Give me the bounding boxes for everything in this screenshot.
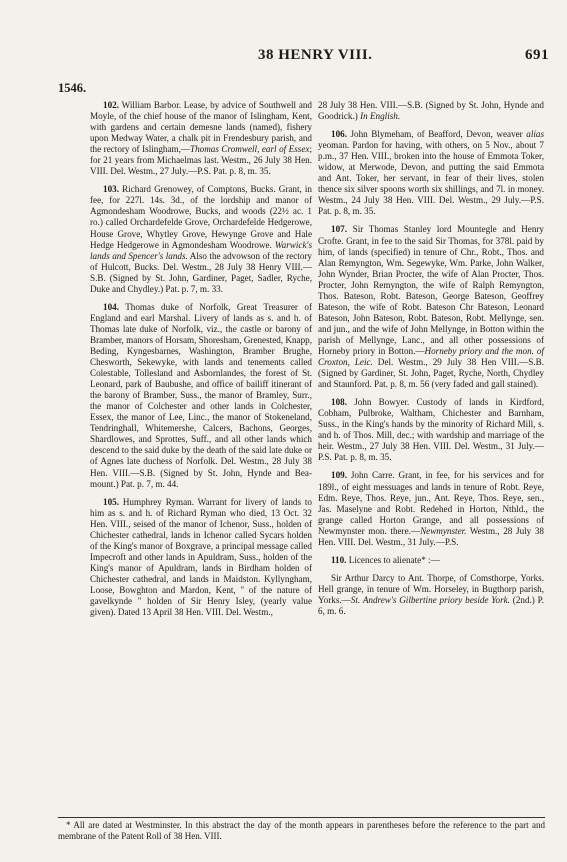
right-column <box>318 100 544 624</box>
entry-text: Licences to alienate* :— <box>346 554 440 565</box>
entry-text: Humphrey Ryman. Warrant for livery of lands to him as s. and h. of Richard Ryman who died, 13 Oct. 32 Hen. VIII., seised of the manor of Ichenor, Suss., holden of Chichester cathedral, lands in Ichenor called Sycars holden of the King's manor of Boxgrave, a principal message called Impecroft and other lands in Apuldram, Suss., holden of the King's manor of Apuldram, lands in Birdham holden of Chichester cathedral, and lands in Maidston. Kyllyngham, Loose, Bowghton and Mardon, Kent, " of the nature of gavelkynde " holden of Sir Henry Isley, (yearly value given). Dated 13 April 38 Hen. VIII. Del. Westm., <box>90 496 312 618</box>
calendar-entry <box>318 100 544 122</box>
entry-italic: Horneby priory and the mon. of Croxton, Leic. <box>318 345 544 368</box>
entry-text: John Carre. Grant, in fee, for his services and for 189l., of eight messuages and lands in tenure of Robt. Reye, Edm. Reye, Thos. Reye, jun., Ant. Reye, Thos. Reye, sen., Jas. Maselyne and Robt. Redehed in Horton, Nthld., the grange called Horton Grange, and all possessions of Newmynster mon. there.— <box>318 470 544 536</box>
calendar-entry <box>318 470 544 547</box>
left-column <box>90 100 312 625</box>
entry-text: Richard Grenowey, of Comptons, Bucks. Grant, in fee, for 227l. 14s. 3d., of the lordship and manor of Agmondesham Woodrowe, Bucks, and woods (22½ ac. 1 ro.) called Orchardefelde Grove, Orchardefelde Hedgerowe, House Grove, Whytley Grove, Hewynge Grove and Hale Hedge Hedgerowe in Agmondesham Woodrowe. <box>90 184 312 250</box>
entry-text: 28 July 38 Hen. VIII.—S.B. (Signed by St. John, Hynde and Goodrick.) <box>318 100 544 122</box>
entry-tail: Del. Westm., 29 July 38 Hen VIII.—S.B. (Signed by Gardiner, St. John, Paget, Ryche, North, Chydley and Staunford. Pat. p. 8, m. 56 (very faded and gall stained). <box>318 357 544 390</box>
entry-tail: yeoman. Pardon for having, with others, on 5 Nov., about 7 p.m., 37 Hen. VIII., broken into the house of Emmota Toker, widow, at Merwode, Devon, and putting the said Emmota and Ant. Toker, her servant, in fear of their lives, stolen thence six silver spoons worth six shillings, and 7l. in money. Westm., 24 July 38 Hen. VIII. Del. Westm., 29 July.—P.S. Pat. p. 8, m. 35. <box>318 140 544 217</box>
calendar-entry <box>90 302 312 490</box>
page-number: 691 <box>525 47 549 63</box>
entry-number: 106. <box>331 129 347 140</box>
entry-italic: Thomas Cromwell, earl of Essex <box>190 144 310 155</box>
entry-italic: Warwick's lands and Spencer's lands. <box>90 239 312 261</box>
calendar-entry <box>318 224 544 390</box>
calendar-entry <box>318 555 544 566</box>
entry-number: 102. <box>103 100 119 110</box>
calendar-entry <box>90 100 312 177</box>
calendar-entry <box>90 497 312 619</box>
entry-number: 105. <box>103 496 119 507</box>
entry-italic: alias <box>522 129 544 140</box>
subentry-tail: (2nd.) P. 6, m. 6. <box>318 594 544 616</box>
entry-number: 109. <box>331 470 347 481</box>
subentry-text: Sir Arthur Darcy to Ant. Thorpe, of Comsthorpe, Yorks. Hell grange, in tenure of Wm. Horseley, in Bugthorp parish, Yorks.— <box>318 572 544 605</box>
footnote-divider <box>58 817 545 818</box>
calendar-subentry <box>318 573 544 617</box>
calendar-entry <box>318 129 544 217</box>
entry-text: Sir Thomas Stanley lord Mountegle and Henry Crofte. Grant, in fee to the said Sir Thomas, for 378l. paid by him, of lands (specified) in tenure of Chr., Robt., Thos. and Alan Remyngton, Wm. Segewyke, Wm. Parke, John Walker, John Wynder, Brian Procter, the wife of Alan Procter, Thos. Procter, John Remyngton, the wife of Ralph Remyngton, Thos. Bateson, Robt. Bateson, George Bateson, Geoffrey Bateson, the wife of Robt. Bateson Chr Bateson, Leonard Bateson, John Bateson, Robt. Bateson, Robt. Mellynge, sen. and jun., and the wife of John Mellynge, in Botton within the parish of Mellynge, Lanc., and all other possessions of Horneby priory in Botton.— <box>318 224 544 356</box>
subentry-italic: St. Andrew's Gilbertine priory beside York. <box>350 594 510 605</box>
entry-text: John Bowyer. Custody of lands in Kirdford, Cobham, Pulbroke, Waltham, Chichester and Barnham, Suss., in the King's hands by the minority of Richard Mill, s. and h. of Thos. Mill, dec.; with wardship and marriage of the heir. Westm., 27 July 38 Hen. VIII. Del. Westm., 31 July.—P.S. Pat. p. 8, m. 35. <box>318 397 544 463</box>
page-title: 38 HENRY VIII. <box>258 47 373 63</box>
entry-text: Thomas duke of Norfolk, Great Treasurer of England and earl Marshal. Livery of lands as s. and h. of Thomas late duke of Norfolk, viz., the castle or barony of Bramber, manors of Horsam, Shoresham, Grenested, Knapp, Beding, Kyngesbarnes, Washington, Bramber Brughe, Chesworth, Sekewyke, with lands and tenements called Colestable, Tollesland and Asbornlandes, the forest of St. Leonard, park of Baubushe, and office of bailiff itinerant of the barony of Bramber, Suss., the manor of Bramley, Surr., the manor of Colchester and other lands in Colchester, Essex, the manor of Lee, Linc., the manor of Stokeneland, Tendringhall, Whitemershe, Calcers, Bachons, Georges, Shardlowes, and Sprottes, Suff., and all other lands which descend to the said duke by the death of the said late duke or of Agnes late duchess of Norfolk. Del. Westm., 28 July 38 Hen. VIII.—S.B. (Signed by St. John, Hynde and Beamount.) Pat. p. 7, m. 44. <box>90 301 312 489</box>
entry-text: William Barbor. Lease, by advice of Southwell and Moyle, of the chief house of the manor of Islingham, Kent, with gardens and certain demesne lands (named), fishery upon Medway Water, a chalk pit in Frendesbury parish, and the rectory of Islingham,— <box>90 100 312 155</box>
footnote: * All are dated at Westminster. In this abstract the day of the month appears in parentheses before the reference to the part and membrane of the Patent Roll of 38 Hen. VIII. <box>58 820 545 841</box>
entry-italic: Newmynster. <box>420 525 467 536</box>
entry-number: 108. <box>331 397 347 408</box>
entry-number: 103. <box>103 184 119 195</box>
entry-tail: Also the advowson of the rectory of Hulcott, Bucks. Del. Westm., 28 July 38 Henry VIII.—S.B. (Signed by St. John, Gardiner, Paget, Sadler, Ryche, Duke and Chydley.) Pat. p. 7, m. 33. <box>90 250 312 294</box>
entry-tail: Westm., 28 July 38 Hen. VIII. Del. Westm., 31 July.—P.S. <box>318 525 544 547</box>
calendar-entry <box>90 184 312 294</box>
entry-number: 107. <box>331 224 347 235</box>
entry-text: John Blymeham, of Beafford, Devon, weaver <box>346 129 523 140</box>
entry-tail: ; for 21 years from Michaelmas last. Westm., 26 July 38 Hen. VIII. Del. Westm., 27 July.—P.S. Pat. p. 8, m. 35. <box>90 144 312 177</box>
calendar-entry <box>318 397 544 463</box>
entry-italic: In English. <box>357 111 401 122</box>
entry-number: 104. <box>103 301 119 312</box>
entry-number: 110. <box>331 554 347 565</box>
year-marker: 1546. <box>58 81 87 95</box>
